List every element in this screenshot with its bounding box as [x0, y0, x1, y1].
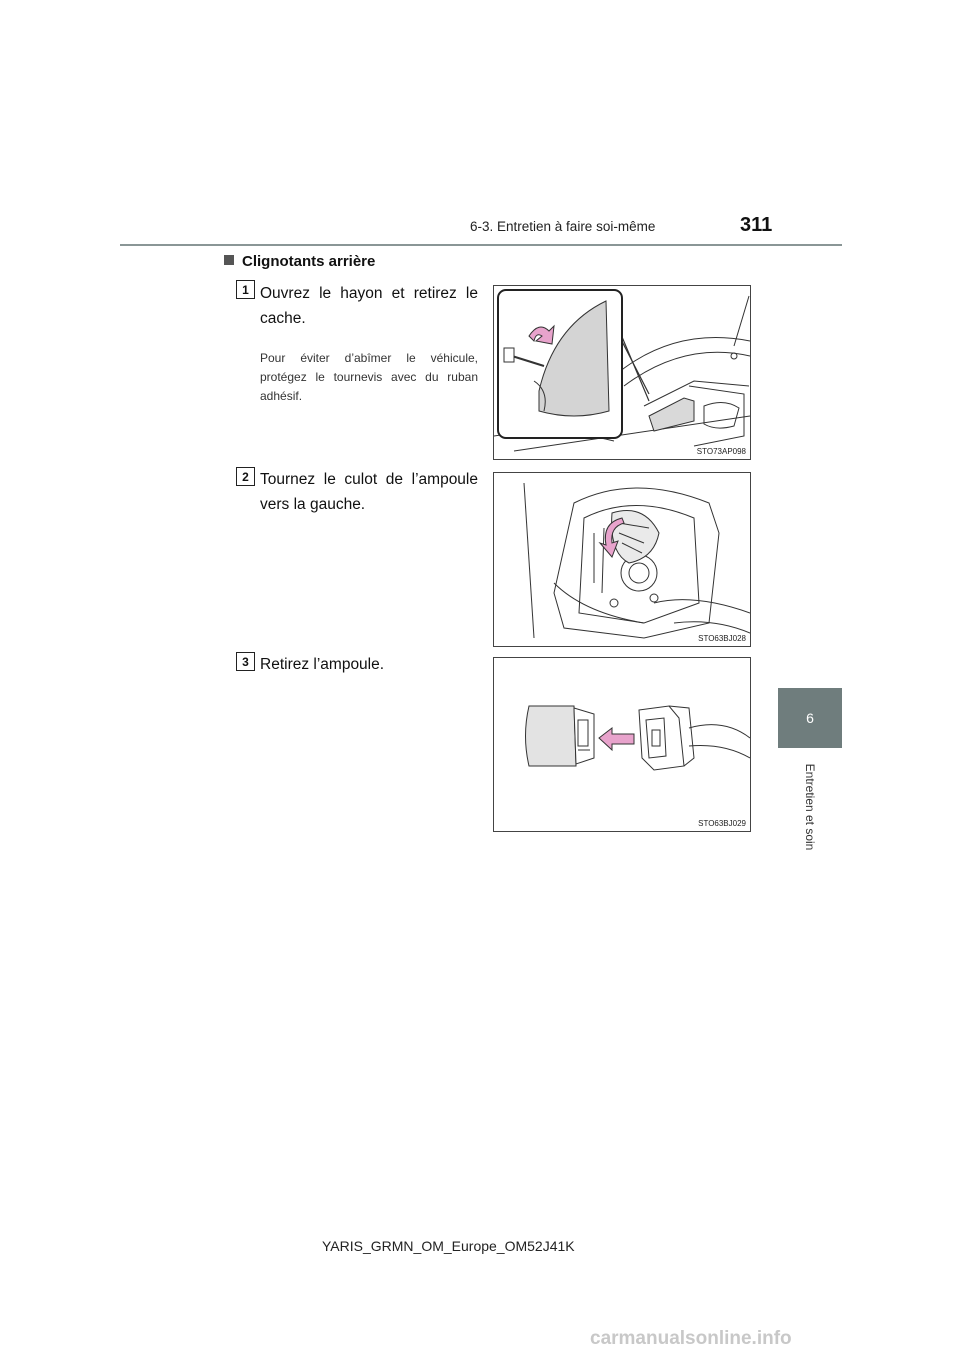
- square-bullet-icon: [224, 255, 234, 265]
- step-number-3: 3: [236, 652, 255, 671]
- section-title: [224, 253, 375, 270]
- figure-code-1: STO73AP098: [696, 447, 746, 456]
- bulb-socket-illustration: [494, 473, 750, 646]
- illustration-step-3: [493, 657, 751, 832]
- illustration-step-2: [493, 472, 751, 647]
- step-number-2: 2: [236, 467, 255, 486]
- tailgate-cover-illustration: [494, 286, 750, 459]
- step-2-text: Tournez le culot de l’ampoule vers la gauche.: [260, 471, 478, 513]
- chapter-tab: [778, 688, 842, 748]
- footer-document-code: YARIS_GRMN_OM_Europe_OM52J41K: [322, 1238, 575, 1254]
- section-title-text: Clignotants arrière: [242, 253, 376, 270]
- header-section-title: 6-3. Entretien à faire soi-même: [470, 219, 656, 234]
- header-rule: [120, 244, 842, 246]
- step-number-1: 1: [236, 280, 255, 299]
- step-1-text: Ouvrez le hayon et retirez le cache.: [260, 285, 478, 327]
- step-1-note: Pour éviter d’abîmer le véhicule, protégez le tournevis avec du ruban adhésif.: [260, 351, 478, 403]
- step-3-text: Retirez l’ampoule.: [260, 656, 385, 673]
- chapter-number: 6: [806, 710, 814, 726]
- bulb-removal-illustration: [494, 658, 750, 831]
- figure-code-2: STO63BJ028: [698, 634, 746, 643]
- chapter-side-label: [778, 752, 842, 862]
- figure-code-3: STO63BJ029: [698, 819, 746, 828]
- page-number: 311: [740, 214, 773, 236]
- chapter-title: Entretien et soin: [803, 763, 817, 851]
- watermark: carmanualsonline.info: [590, 1328, 792, 1349]
- illustration-step-1: [493, 285, 751, 460]
